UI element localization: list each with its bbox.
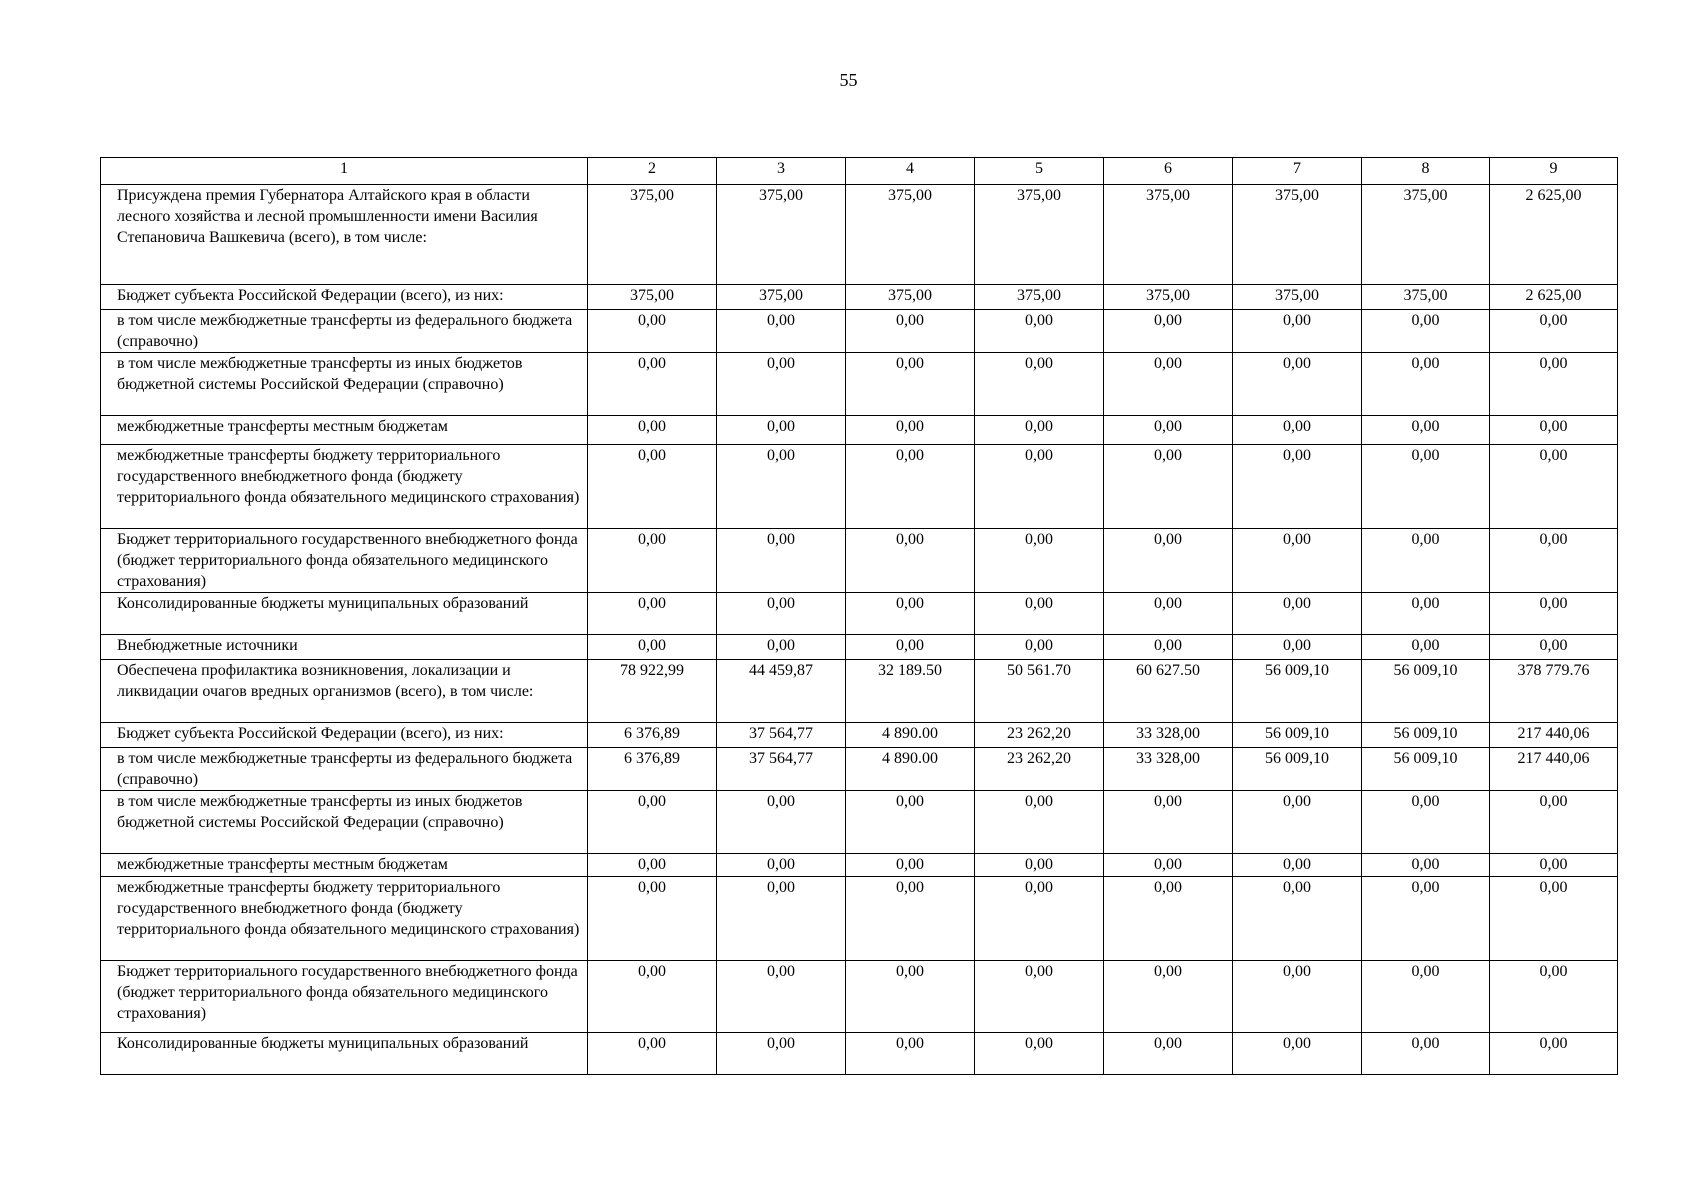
value-cell: 0,00 [846,635,975,660]
table-row [101,185,1618,285]
value-cell: 0,00 [975,635,1104,660]
value-cell: 37 564,77 [717,748,846,791]
value-cell: 0,00 [846,445,975,529]
value-cell: 4 890.00 [846,748,975,791]
value-cell: 0,00 [1490,791,1618,854]
value-cell: 56 009,10 [1233,748,1362,791]
value-cell: 0,00 [1233,1033,1362,1075]
value-cell: 0,00 [1362,529,1490,593]
value-cell: 0,00 [1233,635,1362,660]
value-cell: 0,00 [717,353,846,416]
value-cell: 0,00 [717,877,846,961]
value-cell: 0,00 [1362,961,1490,1033]
value-cell: 23 262,20 [975,748,1104,791]
value-cell: 33 328,00 [1104,723,1233,748]
value-cell: 0,00 [846,1033,975,1075]
column-header: 9 [1490,158,1618,185]
value-cell: 0,00 [588,445,717,529]
row-label: межбюджетные трансферты местным бюджетам [101,854,588,877]
value-cell: 378 779.76 [1490,660,1618,723]
value-cell: 56 009,10 [1233,660,1362,723]
value-cell: 0,00 [1362,877,1490,961]
header-row [101,158,1618,185]
value-cell: 6 376,89 [588,748,717,791]
value-cell: 0,00 [588,961,717,1033]
value-cell: 0,00 [1104,445,1233,529]
value-cell: 217 440,06 [1490,723,1618,748]
value-cell: 375,00 [1104,285,1233,310]
table-row [101,748,1618,791]
value-cell: 0,00 [1362,310,1490,353]
value-cell: 0,00 [1490,529,1618,593]
value-cell: 0,00 [1233,353,1362,416]
value-cell: 0,00 [1233,416,1362,445]
value-cell: 0,00 [975,854,1104,877]
value-cell: 0,00 [975,310,1104,353]
value-cell: 0,00 [1362,1033,1490,1075]
value-cell: 0,00 [717,791,846,854]
column-header: 1 [101,158,588,185]
value-cell: 0,00 [1490,310,1618,353]
value-cell: 0,00 [1104,310,1233,353]
value-cell: 0,00 [975,877,1104,961]
column-header: 3 [717,158,846,185]
row-label: Бюджет территориального государственного внебюджетного фонда (бюджет территориального фонда обязательного медицинского страхования) [101,529,588,593]
value-cell: 0,00 [1104,961,1233,1033]
value-cell: 0,00 [1104,635,1233,660]
value-cell: 0,00 [1490,1033,1618,1075]
value-cell: 0,00 [1490,961,1618,1033]
value-cell: 0,00 [588,877,717,961]
column-header: 4 [846,158,975,185]
table-row [101,791,1618,854]
value-cell: 0,00 [717,529,846,593]
value-cell: 2 625,00 [1490,185,1618,285]
value-cell: 375,00 [846,185,975,285]
value-cell: 375,00 [588,185,717,285]
value-cell: 0,00 [588,635,717,660]
value-cell: 0,00 [1104,593,1233,635]
table-row [101,660,1618,723]
value-cell: 0,00 [1362,854,1490,877]
column-header: 7 [1233,158,1362,185]
table-row [101,593,1618,635]
value-cell: 0,00 [1362,353,1490,416]
row-label: межбюджетные трансферты бюджету территориального государственного внебюджетного фонда (бюджету территориального фонда обязательного медицинского страхования) [101,877,588,961]
value-cell: 375,00 [1362,285,1490,310]
value-cell: 0,00 [1490,353,1618,416]
value-cell: 44 459,87 [717,660,846,723]
table-row [101,635,1618,660]
value-cell: 0,00 [588,593,717,635]
value-cell: 0,00 [1362,635,1490,660]
table-row [101,416,1618,445]
table-row [101,877,1618,961]
value-cell: 0,00 [588,416,717,445]
value-cell: 33 328,00 [1104,748,1233,791]
row-label: межбюджетные трансферты бюджету территориального государственного внебюджетного фонда (бюджету территориального фонда обязательного медицинского страхования) [101,445,588,529]
table-row [101,723,1618,748]
value-cell: 0,00 [1362,445,1490,529]
value-cell: 0,00 [1233,593,1362,635]
row-label: в том числе межбюджетные трансферты из иных бюджетов бюджетной системы Российской Федерации (справочно) [101,353,588,416]
value-cell: 0,00 [1104,529,1233,593]
value-cell: 375,00 [1362,185,1490,285]
value-cell: 0,00 [588,529,717,593]
value-cell: 56 009,10 [1362,723,1490,748]
value-cell: 0,00 [1362,593,1490,635]
value-cell: 0,00 [588,854,717,877]
table-row [101,961,1618,1033]
value-cell: 56 009,10 [1362,748,1490,791]
table-row [101,310,1618,353]
row-label: Консолидированные бюджеты муниципальных образований [101,593,588,635]
value-cell: 0,00 [717,310,846,353]
value-cell: 375,00 [588,285,717,310]
value-cell: 0,00 [1104,1033,1233,1075]
row-label: в том числе межбюджетные трансферты из иных бюджетов бюджетной системы Российской Федерации (справочно) [101,791,588,854]
value-cell: 0,00 [717,961,846,1033]
value-cell: 375,00 [1233,285,1362,310]
value-cell: 0,00 [717,416,846,445]
table-row [101,1033,1618,1075]
column-header: 6 [1104,158,1233,185]
value-cell: 0,00 [1490,854,1618,877]
value-cell: 0,00 [975,593,1104,635]
value-cell: 0,00 [846,791,975,854]
column-header: 5 [975,158,1104,185]
table-row [101,445,1618,529]
value-cell: 0,00 [975,416,1104,445]
value-cell: 60 627.50 [1104,660,1233,723]
value-cell: 375,00 [975,185,1104,285]
value-cell: 375,00 [975,285,1104,310]
value-cell: 78 922,99 [588,660,717,723]
value-cell: 0,00 [1490,445,1618,529]
value-cell: 0,00 [1233,445,1362,529]
value-cell: 0,00 [846,353,975,416]
value-cell: 0,00 [717,593,846,635]
row-label: в том числе межбюджетные трансферты из федерального бюджета (справочно) [101,748,588,791]
value-cell: 0,00 [846,593,975,635]
value-cell: 0,00 [1362,416,1490,445]
table-row [101,353,1618,416]
value-cell: 0,00 [1233,529,1362,593]
row-label: Внебюджетные источники [101,635,588,660]
value-cell: 0,00 [588,791,717,854]
value-cell: 0,00 [1233,791,1362,854]
value-cell: 0,00 [717,635,846,660]
row-label: Консолидированные бюджеты муниципальных образований [101,1033,588,1075]
value-cell: 23 262,20 [975,723,1104,748]
value-cell: 0,00 [975,961,1104,1033]
page-number: 55 [839,70,858,90]
value-cell: 0,00 [1490,593,1618,635]
column-header: 2 [588,158,717,185]
table-body [101,158,1618,1075]
value-cell: 0,00 [717,1033,846,1075]
value-cell: 0,00 [846,877,975,961]
value-cell: 0,00 [975,791,1104,854]
value-cell: 2 625,00 [1490,285,1618,310]
value-cell: 0,00 [1233,854,1362,877]
table-row [101,285,1618,310]
value-cell: 375,00 [1104,185,1233,285]
value-cell: 0,00 [1104,353,1233,416]
value-cell: 0,00 [1233,877,1362,961]
budget-table [100,157,1618,1075]
value-cell: 375,00 [717,285,846,310]
value-cell: 0,00 [1490,877,1618,961]
value-cell: 0,00 [1490,416,1618,445]
row-label: Бюджет территориального государственного внебюджетного фонда (бюджет территориального фонда обязательного медицинского страхования) [101,961,588,1033]
value-cell: 0,00 [588,310,717,353]
value-cell: 0,00 [1104,791,1233,854]
row-label: Присуждена премия Губернатора Алтайского края в области лесного хозяйства и лесной промышленности имени Василия Степановича Вашкевича (всего), в том числе: [101,185,588,285]
value-cell: 4 890.00 [846,723,975,748]
value-cell: 0,00 [975,353,1104,416]
value-cell: 0,00 [588,353,717,416]
row-label: в том числе межбюджетные трансферты из федерального бюджета (справочно) [101,310,588,353]
row-label: Обеспечена профилактика возникновения, локализации и ликвидации очагов вредных организмов (всего), в том числе: [101,660,588,723]
value-cell: 0,00 [1104,854,1233,877]
value-cell: 0,00 [1233,961,1362,1033]
value-cell: 0,00 [846,529,975,593]
value-cell: 0,00 [846,310,975,353]
value-cell: 0,00 [846,416,975,445]
value-cell: 0,00 [1233,310,1362,353]
value-cell: 6 376,89 [588,723,717,748]
row-label: межбюджетные трансферты местным бюджетам [101,416,588,445]
value-cell: 0,00 [1490,635,1618,660]
value-cell: 0,00 [975,1033,1104,1075]
value-cell: 217 440,06 [1490,748,1618,791]
value-cell: 0,00 [717,854,846,877]
row-label: Бюджет субъекта Российской Федерации (всего), из них: [101,285,588,310]
value-cell: 0,00 [717,445,846,529]
value-cell: 0,00 [1104,416,1233,445]
value-cell: 0,00 [846,854,975,877]
table-row [101,529,1618,593]
table-row [101,854,1618,877]
value-cell: 56 009,10 [1233,723,1362,748]
value-cell: 0,00 [975,445,1104,529]
value-cell: 0,00 [1104,877,1233,961]
value-cell: 0,00 [975,529,1104,593]
value-cell: 0,00 [588,1033,717,1075]
value-cell: 32 189.50 [846,660,975,723]
value-cell: 50 561.70 [975,660,1104,723]
value-cell: 375,00 [1233,185,1362,285]
value-cell: 375,00 [846,285,975,310]
value-cell: 37 564,77 [717,723,846,748]
value-cell: 0,00 [1362,791,1490,854]
column-header: 8 [1362,158,1490,185]
value-cell: 0,00 [846,961,975,1033]
row-label: Бюджет субъекта Российской Федерации (всего), из них: [101,723,588,748]
value-cell: 56 009,10 [1362,660,1490,723]
value-cell: 375,00 [717,185,846,285]
